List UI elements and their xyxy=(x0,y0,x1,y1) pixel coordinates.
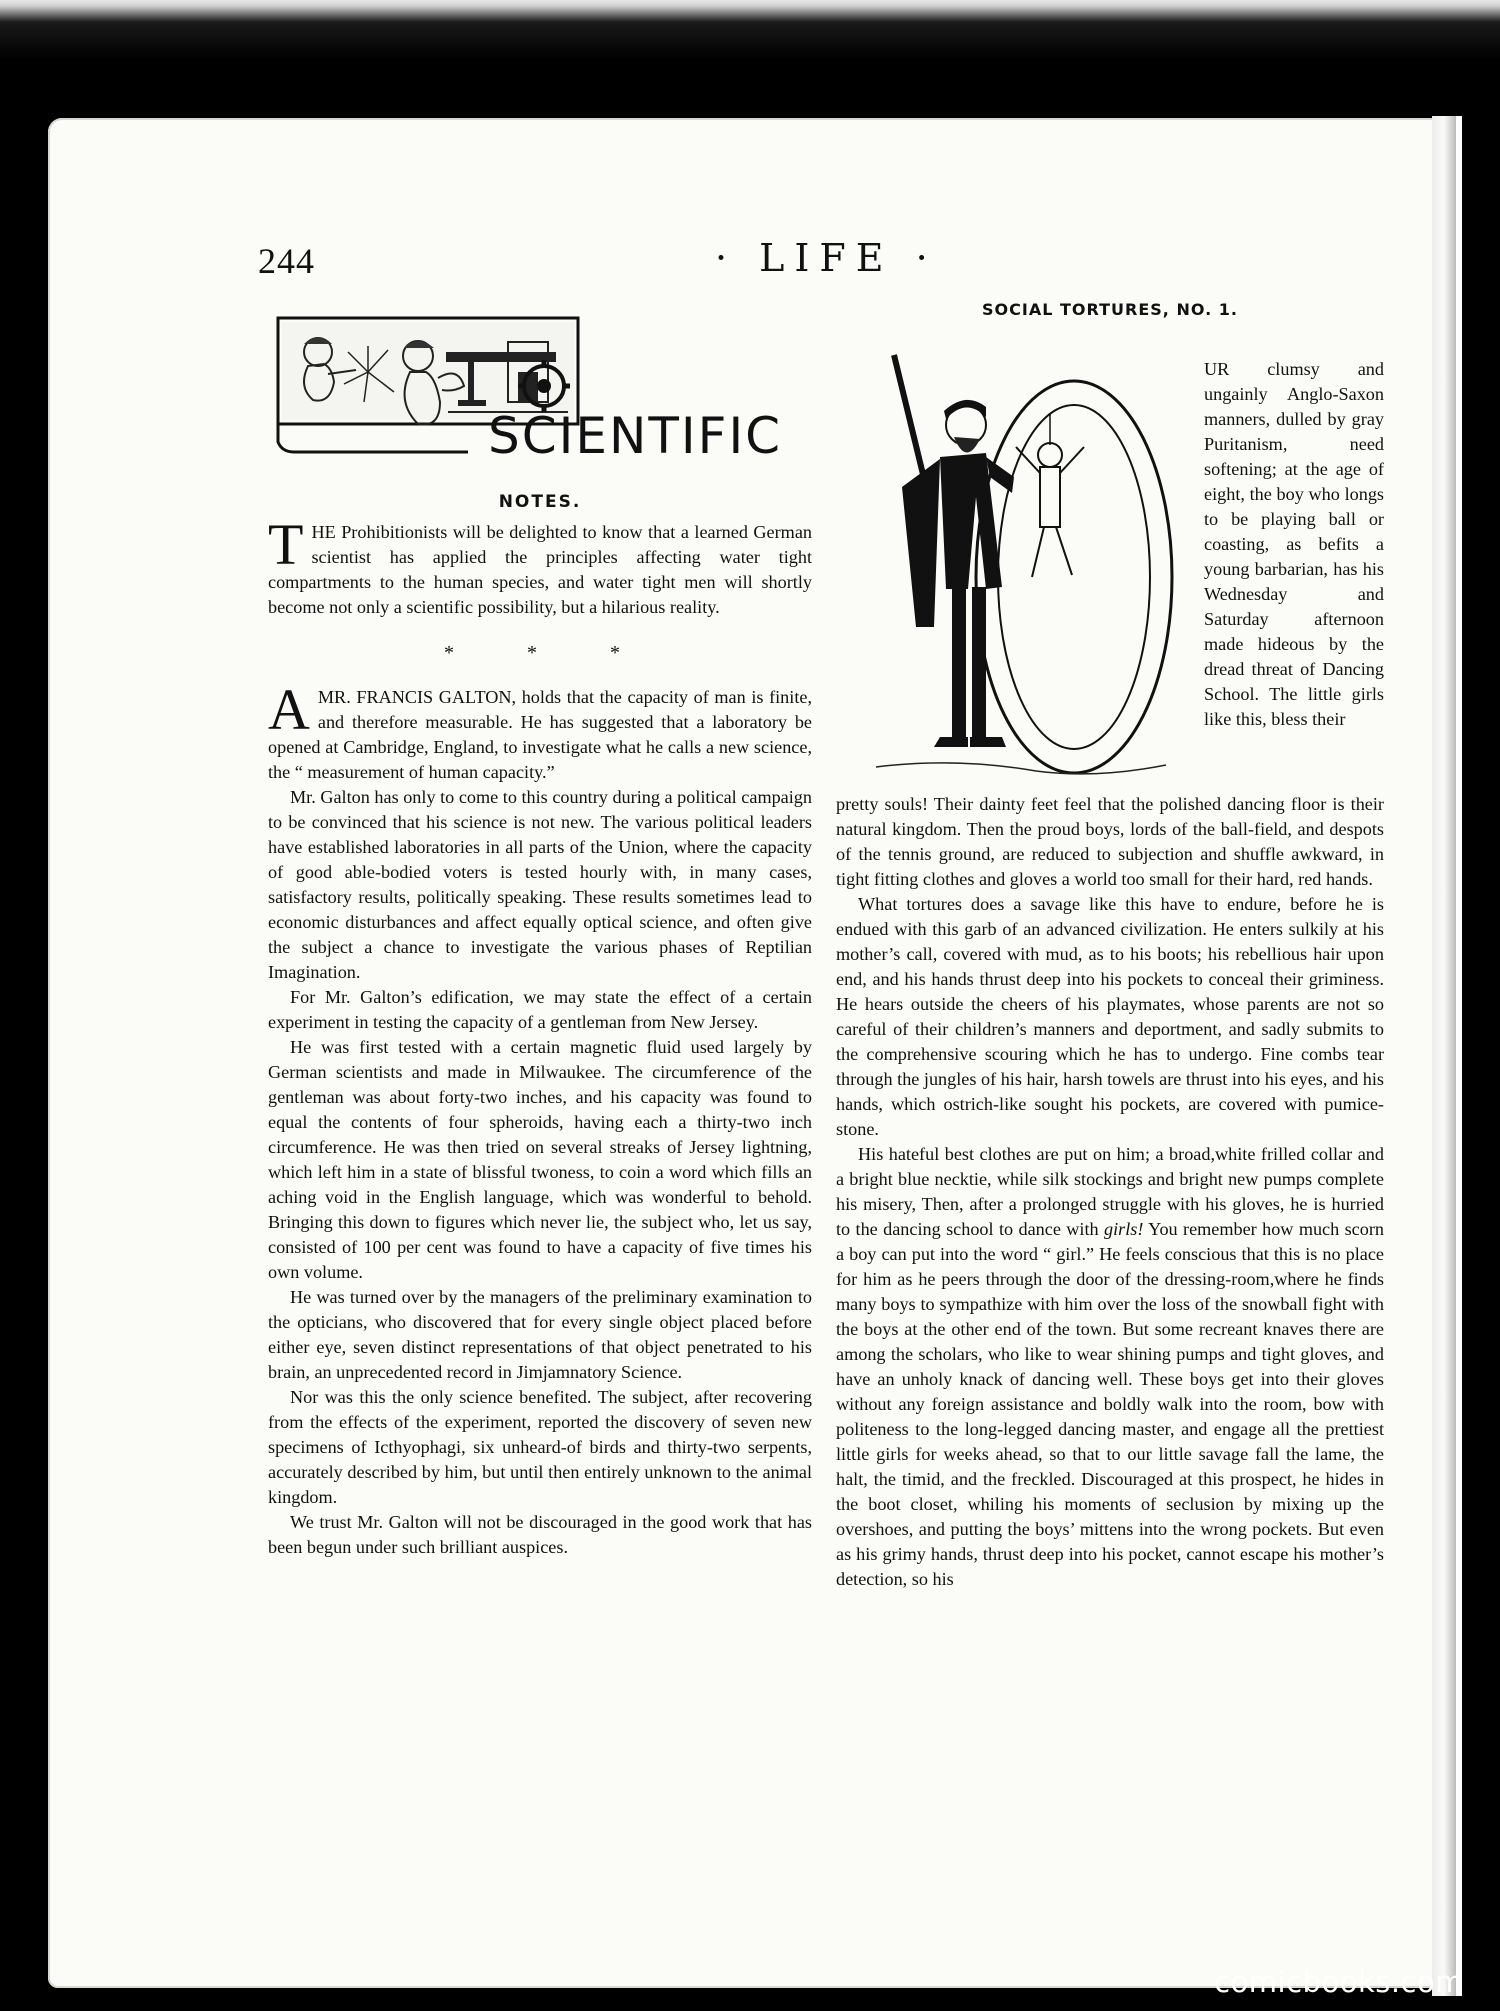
illustration-area xyxy=(836,327,1384,792)
article-paragraph: THE Prohibitionists will be delighted to know that a learned German scientist has applied the principles affecting water tight compartments to the human species, and water tight men will shortly become not only a scientific possibility, but a hilarious reality. xyxy=(268,512,812,617)
man-with-puppet-illustration xyxy=(836,327,1196,782)
section-title: SCIENTIFIC xyxy=(488,407,783,465)
article-paragraph: He was turned over by the managers of the preliminary examination to the opticians, who discovered that for every single object placed before either eye, seven distinct representations of that object penetrated to his brain, an unprecedented record in Jimjamnatory Science. xyxy=(268,1287,812,1382)
scientific-notes-banner xyxy=(268,312,804,465)
source-watermark: comicbooks.com xyxy=(1214,1965,1464,1999)
article-paragraph: He was first tested with a certain magnetic fluid used largely by German scientists and made in Milwaukee. The circumference of the gentleman was about forty-two inches, and his capacity was found to equal the contents of four spheroids, having each a thirty-two inch circumference. He was then tried on several streaks of Jersey lightning, which left him in a state of blissful twoness, to coin a word which fills an aching void in the English language, which was wonderful to behold. Bringing this down to figures which never lie, the subject who, let us say, consisted of 100 per cent was found to have a capacity of five times his own volume. xyxy=(268,1037,812,1282)
page-number: 244 xyxy=(258,241,315,281)
article-paragraph: What tortures does a savage like this have to endure, before he is endued with this garb of an advanced civilization. He enters sulkily at his mother’s call, covered with mud, as to his boots; his rebellious hair upon end, and his hands thrust deep into his pockets to conceal their griminess. He hears outside the cheers of his playmates, whose parents are not so careful of their children’s manners and deportment, and sadly submits to the comprehensive scouring which he has to undergo. Fine combs tear through the jungles of his hair, harsh towels are thrust into his eyes, and his hands, which ostrich-like sought his pockets, are covered with pumice-stone. xyxy=(836,894,1384,1139)
article-paragraph: Mr. Galton has only to come to this country during a political campaign to be convinced that his science is not new. The various political leaders have established laboratories in all parts of the Union, where the capacity of good able-bodied voters is tested hourly with, in many cases, satisfactory results, politically speaking. These results sometimes lead to economic disturbances and affect equally optical science, and often give the subject a chance to investigate the various phases of Reptilian Imagination. xyxy=(268,787,812,982)
scan-background-top xyxy=(0,0,1500,120)
article-paragraph: For Mr. Galton’s edification, we may state the effect of a certain experiment in testing the capacity of a gentleman from New Jersey. xyxy=(268,987,812,1032)
article-paragraph: pretty souls! Their dainty feet feel that the polished dancing floor is their natural kingdom. Then the proud boys, lords of the ball-field, and despots of the tennis ground, are reduced to subjection and shuffle awkward, in tight fitting clothes and gloves a world too small for their hard, red hands. xyxy=(836,794,1384,889)
masthead: · LIFE · xyxy=(715,236,938,280)
facing-page-edge xyxy=(1456,116,1462,1996)
section-divider: * * * xyxy=(444,642,654,664)
book-spine xyxy=(1462,110,1500,2011)
wrapped-intro-text: UR clumsy and ungainly Anglo-Saxon manners, dulled by gray Puritanism, need softening; at the age of eight, the boy who longs to be playing ball or coasting, as befits a young barbarian, has his Wednesday and Saturday afternoon made hideous by the dread threat of Dancing School. The little girls like this, bless their xyxy=(1204,359,1384,729)
article-paragraph: We trust Mr. Galton will not be discouraged in the good work that has been begun under such brilliant auspices. xyxy=(268,1512,812,1557)
drop-cap: T xyxy=(268,512,304,577)
right-column xyxy=(836,300,1384,1592)
article-title: SOCIAL TORTURES, NO. 1. xyxy=(982,300,1238,319)
drop-cap: A xyxy=(268,677,310,742)
section-subtitle: NOTES. xyxy=(498,492,582,512)
article-paragraph: Nor was this the only science benefited. The subject, after recovering from the effects of the experiment, reported the discovery of seven new specimens of Icthyophagi, six unheard-of birds and thirty-two serpents, accurately described by him, but until then entirely unknown to the animal kingdom. xyxy=(268,1387,812,1507)
article-paragraph: AMR. FRANCIS GALTON, holds that the capacity of man is finite, and therefore measurable. He has suggested that a laboratory be opened at Cambridge, England, to investigate what he calls a new science, the “ measurement of human capacity.” xyxy=(268,677,812,782)
article-paragraph: His hateful best clothes are put on him; a broad,white frilled collar and a bright blue necktie, while silk stockings and bright new pumps complete his misery, Then, after a prolonged struggle with his gloves, he is hurried to the dancing school to dance with girls! You remember how much scorn a boy can put into the word “ girl.” He feels conscious that this is no place for him as he peers through the door of the dressing-room,where he finds many boys to sympathize with him over the loss of the snowball fight with the boys at the other end of the town. But some recreant knaves there are among the scholars, who like to wear shining pumps and tight gloves, and have an unholy knack of dancing well. These boys get into their gloves without any foreign assistance and boldly walk into the room, bow with politeness to the long-legged dancing master, and engage all the prettiest little girls for weeks ahead, so that to our little savage fall the lame, the halt, the timid, and the freckled. Discouraged at this prospect, he hides in the boot closet, whiling his moments of seclusion by mixing up the overshoes, and putting the boys’ mittens into the wrong pockets. But even as his grimy hands, thrust deep into his pocket, cannot escape his mother’s detection, so his xyxy=(836,1144,1385,1589)
left-column xyxy=(268,312,812,1560)
emphasis-text: girls! xyxy=(1104,1219,1144,1239)
